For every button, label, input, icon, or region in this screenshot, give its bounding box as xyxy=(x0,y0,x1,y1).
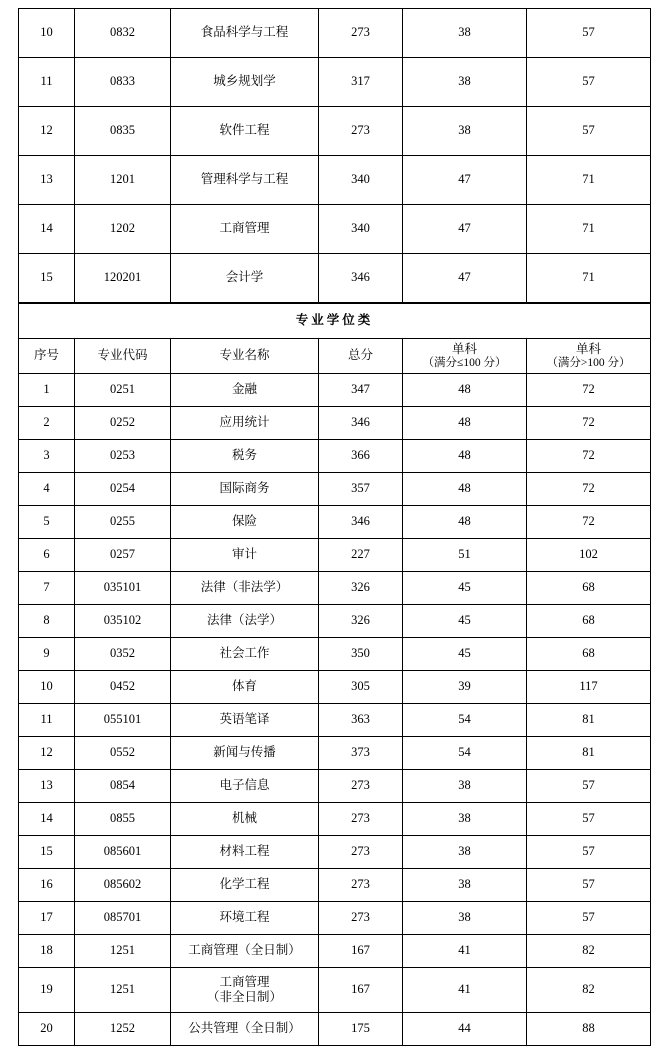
cell-single-gt100: 68 xyxy=(527,638,651,671)
cell-single-gt100: 57 xyxy=(527,770,651,803)
section-title: 专业学位类 xyxy=(19,304,651,339)
cell-single-le100: 41 xyxy=(403,968,527,1013)
cell-total: 273 xyxy=(319,836,403,869)
cell-name: 体育 xyxy=(171,671,319,704)
table-row xyxy=(19,407,651,440)
cell-single-le100: 48 xyxy=(403,374,527,407)
cell-code: 0855 xyxy=(75,803,171,836)
table-row xyxy=(19,605,651,638)
cell-name: 税务 xyxy=(171,440,319,473)
cell-name: 金融 xyxy=(171,374,319,407)
cell-code: 0833 xyxy=(75,58,171,107)
cell-single-gt100: 102 xyxy=(527,539,651,572)
cell-name: 公共管理（全日制） xyxy=(171,1013,319,1046)
cell-no: 20 xyxy=(19,1013,75,1046)
cell-single-gt100: 72 xyxy=(527,407,651,440)
cell-total: 317 xyxy=(319,58,403,107)
cell-no: 19 xyxy=(19,968,75,1013)
cell-code: 0252 xyxy=(75,407,171,440)
cell-name-line1: 工商管理 xyxy=(219,975,270,989)
cell-code: 055101 xyxy=(75,704,171,737)
cell-total: 175 xyxy=(319,1013,403,1046)
cell-total: 273 xyxy=(319,107,403,156)
cell-single-le100: 45 xyxy=(403,638,527,671)
cell-single-le100: 47 xyxy=(403,156,527,205)
table-row xyxy=(19,638,651,671)
header-single-gt100-main: 单科 xyxy=(576,342,602,357)
cell-code: 1201 xyxy=(75,156,171,205)
cell-single-gt100: 68 xyxy=(527,605,651,638)
cell-single-le100: 45 xyxy=(403,572,527,605)
table-row xyxy=(19,869,651,902)
cell-name: 工商管理（全日制） xyxy=(171,935,319,968)
cell-name: 工商管理 xyxy=(171,205,319,254)
cell-single-gt100: 68 xyxy=(527,572,651,605)
cell-name: 化学工程 xyxy=(171,869,319,902)
cell-single-gt100: 57 xyxy=(527,869,651,902)
cell-total: 273 xyxy=(319,770,403,803)
cell-code: 035102 xyxy=(75,605,171,638)
cell-code: 120201 xyxy=(75,254,171,303)
cell-single-le100: 54 xyxy=(403,704,527,737)
table-row xyxy=(19,9,651,58)
header-single-le100-main: 单科 xyxy=(451,342,477,357)
academic-degree-table-continued xyxy=(18,8,651,303)
cell-single-gt100: 72 xyxy=(527,473,651,506)
cell-total: 366 xyxy=(319,440,403,473)
cell-name-line2: （非全日制） xyxy=(206,990,282,1004)
table-row xyxy=(19,539,651,572)
cell-single-le100: 48 xyxy=(403,473,527,506)
cell-single-gt100: 82 xyxy=(527,968,651,1013)
cell-name: 软件工程 xyxy=(171,107,319,156)
header-single-le100 xyxy=(403,339,527,374)
cell-code: 085701 xyxy=(75,902,171,935)
cell-single-gt100: 57 xyxy=(527,58,651,107)
cell-total: 167 xyxy=(319,968,403,1013)
header-single-gt100-sub: （满分>100 分） xyxy=(546,356,631,369)
cell-name: 保险 xyxy=(171,506,319,539)
table-row xyxy=(19,58,651,107)
cell-code: 1251 xyxy=(75,935,171,968)
table-header-row xyxy=(19,339,651,374)
cell-no: 14 xyxy=(19,803,75,836)
cell-no: 1 xyxy=(19,374,75,407)
cell-total: 227 xyxy=(319,539,403,572)
table-row xyxy=(19,572,651,605)
section-band-row xyxy=(19,304,651,339)
table-row xyxy=(19,968,651,1013)
cell-single-le100: 38 xyxy=(403,803,527,836)
cell-single-gt100: 82 xyxy=(527,935,651,968)
table-row xyxy=(19,704,651,737)
cell-no: 10 xyxy=(19,9,75,58)
table-row xyxy=(19,1013,651,1046)
cell-single-le100: 48 xyxy=(403,407,527,440)
table-row xyxy=(19,935,651,968)
cell-single-le100: 38 xyxy=(403,902,527,935)
cell-single-gt100: 71 xyxy=(527,156,651,205)
cell-name: 机械 xyxy=(171,803,319,836)
cell-code: 0254 xyxy=(75,473,171,506)
cell-single-le100: 38 xyxy=(403,770,527,803)
cell-total: 363 xyxy=(319,704,403,737)
cell-no: 4 xyxy=(19,473,75,506)
table-row xyxy=(19,737,651,770)
professional-degree-table xyxy=(18,303,651,1046)
table-row xyxy=(19,506,651,539)
cell-total: 305 xyxy=(319,671,403,704)
cell-single-le100: 47 xyxy=(403,205,527,254)
cell-code: 0832 xyxy=(75,9,171,58)
cell-name: 国际商务 xyxy=(171,473,319,506)
cell-single-le100: 38 xyxy=(403,9,527,58)
cell-single-gt100: 57 xyxy=(527,836,651,869)
table-row xyxy=(19,254,651,303)
cell-total: 346 xyxy=(319,506,403,539)
cell-total: 273 xyxy=(319,9,403,58)
cell-total: 273 xyxy=(319,869,403,902)
cell-no: 3 xyxy=(19,440,75,473)
cell-single-gt100: 72 xyxy=(527,374,651,407)
cell-single-le100: 41 xyxy=(403,935,527,968)
cell-total: 326 xyxy=(319,605,403,638)
cell-single-le100: 48 xyxy=(403,440,527,473)
cell-name: 管理科学与工程 xyxy=(171,156,319,205)
cell-code: 1252 xyxy=(75,1013,171,1046)
cell-single-gt100: 57 xyxy=(527,902,651,935)
header-single-gt100 xyxy=(527,339,651,374)
cell-single-gt100: 81 xyxy=(527,704,651,737)
cell-single-gt100: 71 xyxy=(527,205,651,254)
cell-no: 11 xyxy=(19,58,75,107)
cell-name: 应用统计 xyxy=(171,407,319,440)
table-row xyxy=(19,156,651,205)
cell-name: 食品科学与工程 xyxy=(171,9,319,58)
cell-single-gt100: 117 xyxy=(527,671,651,704)
cell-code: 1251 xyxy=(75,968,171,1013)
cell-name xyxy=(171,968,319,1013)
cell-single-gt100: 57 xyxy=(527,9,651,58)
cell-name: 环境工程 xyxy=(171,902,319,935)
cell-total: 373 xyxy=(319,737,403,770)
cell-single-le100: 38 xyxy=(403,836,527,869)
cell-single-le100: 51 xyxy=(403,539,527,572)
header-code: 专业代码 xyxy=(75,339,171,374)
cell-code: 0253 xyxy=(75,440,171,473)
cell-no: 12 xyxy=(19,737,75,770)
cell-name: 英语笔译 xyxy=(171,704,319,737)
cell-code: 0552 xyxy=(75,737,171,770)
header-total: 总分 xyxy=(319,339,403,374)
cell-code: 0257 xyxy=(75,539,171,572)
table-row xyxy=(19,107,651,156)
header-single-le100-sub: （满分≤100 分） xyxy=(422,356,507,369)
cell-no: 17 xyxy=(19,902,75,935)
cell-single-le100: 44 xyxy=(403,1013,527,1046)
cell-name: 法律（非法学） xyxy=(171,572,319,605)
cell-no: 5 xyxy=(19,506,75,539)
header-name: 专业名称 xyxy=(171,339,319,374)
cell-single-le100: 38 xyxy=(403,107,527,156)
cell-name: 城乡规划学 xyxy=(171,58,319,107)
cell-total: 326 xyxy=(319,572,403,605)
cell-no: 13 xyxy=(19,156,75,205)
cell-no: 16 xyxy=(19,869,75,902)
cell-single-le100: 48 xyxy=(403,506,527,539)
cell-no: 15 xyxy=(19,836,75,869)
cell-total: 357 xyxy=(319,473,403,506)
cell-code: 0251 xyxy=(75,374,171,407)
cell-total: 347 xyxy=(319,374,403,407)
cell-total: 346 xyxy=(319,254,403,303)
cell-single-gt100: 57 xyxy=(527,803,651,836)
table-row xyxy=(19,205,651,254)
cell-no: 9 xyxy=(19,638,75,671)
cell-name: 审计 xyxy=(171,539,319,572)
cell-single-le100: 38 xyxy=(403,58,527,107)
table-row xyxy=(19,473,651,506)
cell-single-gt100: 72 xyxy=(527,506,651,539)
cell-single-le100: 39 xyxy=(403,671,527,704)
cell-single-le100: 54 xyxy=(403,737,527,770)
cell-code: 085602 xyxy=(75,869,171,902)
cell-total: 273 xyxy=(319,902,403,935)
cell-total: 340 xyxy=(319,156,403,205)
cell-code: 0854 xyxy=(75,770,171,803)
cell-name: 电子信息 xyxy=(171,770,319,803)
header-no: 序号 xyxy=(19,339,75,374)
table-row xyxy=(19,671,651,704)
cell-no: 13 xyxy=(19,770,75,803)
cell-total: 350 xyxy=(319,638,403,671)
cell-no: 14 xyxy=(19,205,75,254)
cell-name: 会计学 xyxy=(171,254,319,303)
cell-total: 346 xyxy=(319,407,403,440)
cell-no: 7 xyxy=(19,572,75,605)
cell-no: 15 xyxy=(19,254,75,303)
cell-single-le100: 38 xyxy=(403,869,527,902)
cell-no: 11 xyxy=(19,704,75,737)
table-row xyxy=(19,770,651,803)
table-row xyxy=(19,374,651,407)
cell-single-gt100: 81 xyxy=(527,737,651,770)
cell-single-gt100: 88 xyxy=(527,1013,651,1046)
cell-code: 0452 xyxy=(75,671,171,704)
table-row xyxy=(19,803,651,836)
bottom-spacer xyxy=(18,1046,650,1052)
cell-no: 18 xyxy=(19,935,75,968)
cell-single-gt100: 72 xyxy=(527,440,651,473)
cell-code: 085601 xyxy=(75,836,171,869)
cell-single-gt100: 71 xyxy=(527,254,651,303)
cell-single-gt100: 57 xyxy=(527,107,651,156)
table-row xyxy=(19,836,651,869)
cell-no: 10 xyxy=(19,671,75,704)
cell-single-le100: 47 xyxy=(403,254,527,303)
cell-code: 0255 xyxy=(75,506,171,539)
cell-no: 12 xyxy=(19,107,75,156)
cell-single-le100: 45 xyxy=(403,605,527,638)
cell-no: 6 xyxy=(19,539,75,572)
cell-code: 1202 xyxy=(75,205,171,254)
cell-code: 0835 xyxy=(75,107,171,156)
cell-name: 社会工作 xyxy=(171,638,319,671)
cell-total: 273 xyxy=(319,803,403,836)
cell-name: 材料工程 xyxy=(171,836,319,869)
cell-code: 0352 xyxy=(75,638,171,671)
cell-no: 8 xyxy=(19,605,75,638)
cell-total: 167 xyxy=(319,935,403,968)
table-row xyxy=(19,902,651,935)
cell-code: 035101 xyxy=(75,572,171,605)
table-row xyxy=(19,440,651,473)
cell-total: 340 xyxy=(319,205,403,254)
cell-name: 新闻与传播 xyxy=(171,737,319,770)
cell-no: 2 xyxy=(19,407,75,440)
cell-name: 法律（法学） xyxy=(171,605,319,638)
